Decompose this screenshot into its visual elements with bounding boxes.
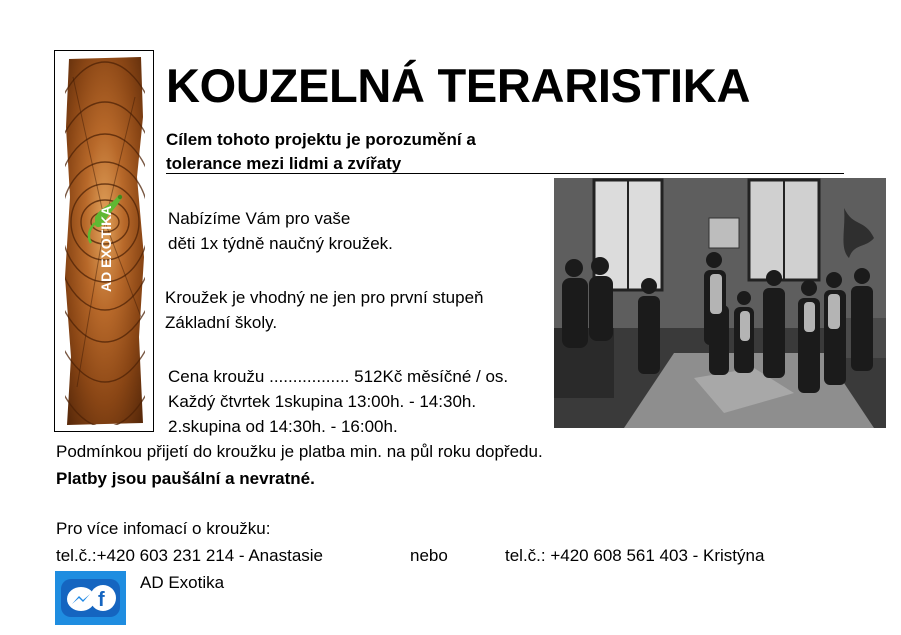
subtitle-divider [166, 173, 844, 174]
facebook-icon [90, 585, 116, 611]
suitability-line-2: Základní školy. [165, 313, 278, 332]
subtitle-line-2: tolerance mezi lidmi a zvířaty [166, 154, 402, 173]
social-name: AD Exotika [140, 573, 225, 592]
page-title: KOUZELNÁ TERARISTIKA [166, 59, 751, 112]
schedule-group-2: 2.skupina od 14:30h. - 16:00h. [168, 417, 398, 436]
contact-phone-anastasie: tel.č.:+420 603 231 214 - Anastasie [56, 546, 324, 565]
offer-line-2: děti 1x týdně naučný kroužek. [168, 234, 393, 253]
contact-or: nebo [410, 546, 448, 565]
banner-brand-text: AD EXOTIKA [98, 205, 114, 292]
brand-banner [54, 50, 154, 432]
price-line: Cena kroužu ................. 512Kč měsíčné / os. [168, 367, 509, 386]
conditions-line-2: Platby jsou paušální a nevratné. [56, 469, 315, 488]
svg-text:f: f [98, 589, 105, 611]
conditions-line-1: Podmínkou přijetí do kroužku je platba min. na půl roku dopředu. [56, 442, 543, 461]
wood-banner-image [65, 57, 145, 425]
contact-intro: Pro více infomací o kroužku: [56, 519, 271, 538]
contact-phone-kristyna: tel.č.: +420 608 561 403 - Kristýna [505, 546, 765, 565]
schedule-group-1: Každý čtvrtek 1skupina 13:00h. - 14:30h. [168, 392, 477, 411]
offer-line-1: Nabízíme Vám pro vaše [168, 209, 351, 228]
suitability-line-1: Kroužek je vhodný ne jen pro první stupeň [165, 288, 484, 307]
subtitle-line-1: Cílem tohoto projektu je porozumění a [166, 130, 476, 149]
classroom-photo [554, 178, 886, 428]
social-logo [55, 571, 126, 625]
